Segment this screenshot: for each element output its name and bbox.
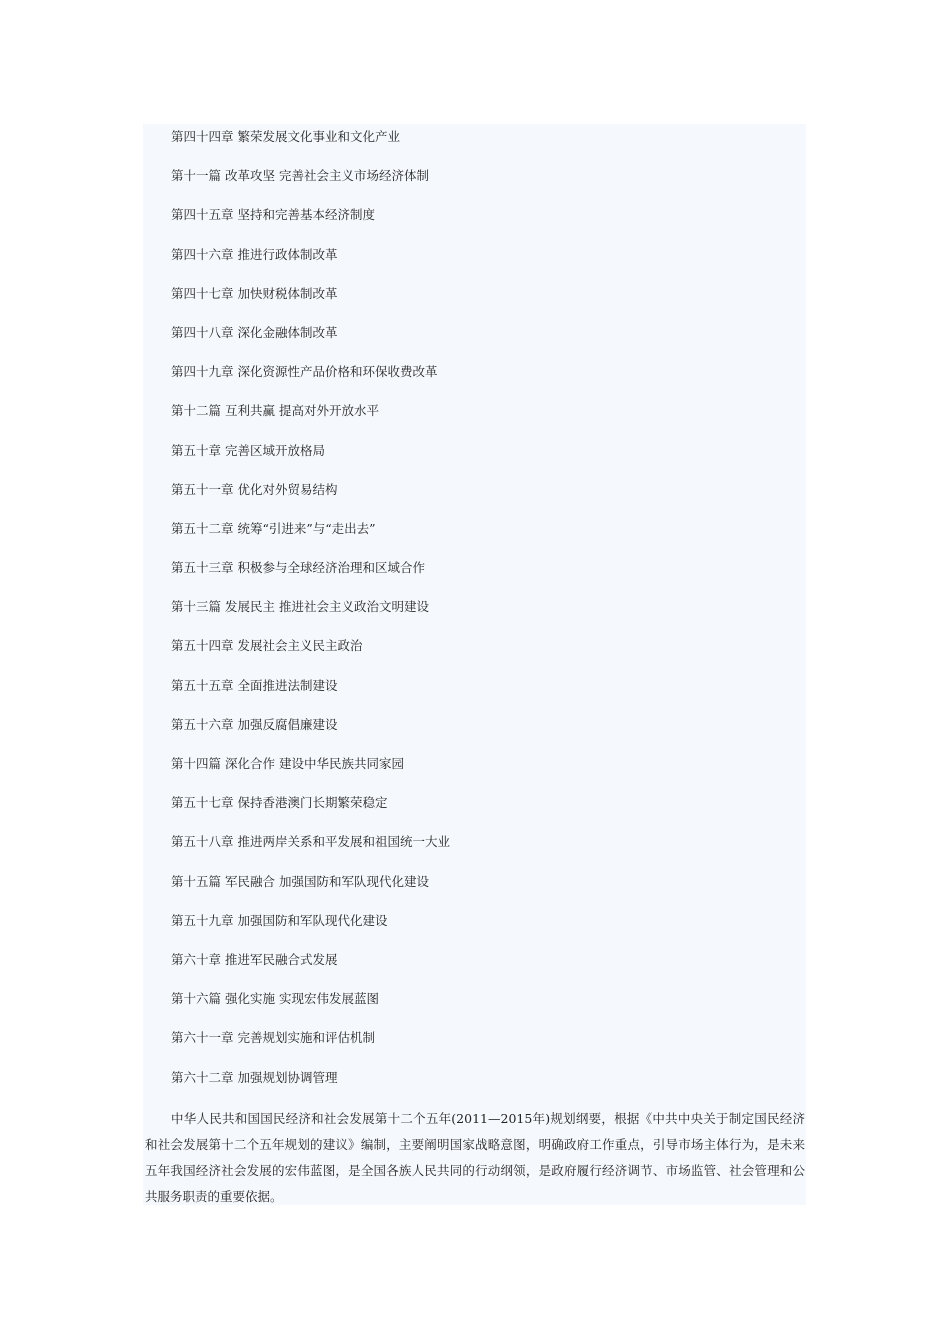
toc-item: 第五十四章 发展社会主义民主政治 <box>171 638 363 654</box>
toc-item: 第十二篇 互利共赢 提高对外开放水平 <box>171 403 379 419</box>
toc-item: 第十五篇 军民融合 加强国防和军队现代化建设 <box>171 873 429 889</box>
toc-item: 第四十四章 繁荣发展文化事业和文化产业 <box>171 129 400 144</box>
toc-item: 第六十章 推进军民融合式发展 <box>171 951 338 967</box>
document-content <box>143 124 806 1205</box>
intro-paragraph: 中华人民共和国国民经济和社会发展第十二个五年(2011—2015年)规划纲要，根据《中共中央关于制定国民经济和社会发展第十二个五年规划的建议》编制，主要阐明国家战略意图，明确政府工作重点，引导市场主体行为，是未来五年我国经济社会发展的宏伟蓝图，是全国各族人民共同的行动纲领，是政府履行经济调节、市场监管、社会管理和公共服务职责的重要依据。 <box>145 1111 805 1204</box>
toc-item: 第五十八章 推进两岸关系和平发展和祖国统一大业 <box>171 834 450 850</box>
toc-item: 第十三篇 发展民主 推进社会主义政治文明建设 <box>171 599 429 615</box>
toc-item: 第五十二章 统筹“引进来”与“走出去” <box>171 520 376 536</box>
toc-item: 第十四篇 深化合作 建设中华民族共同家园 <box>171 756 404 771</box>
toc-item: 第四十九章 深化资源性产品价格和环保收费改革 <box>171 364 438 380</box>
toc-item: 第五十九章 加强国防和军队现代化建设 <box>171 912 388 928</box>
toc-item: 第五十一章 优化对外贸易结构 <box>171 481 338 497</box>
toc-item: 第四十七章 加快财税体制改革 <box>171 285 338 301</box>
toc-item: 第五十六章 加强反腐倡廉建设 <box>171 716 338 732</box>
toc-item: 第五十三章 积极参与全球经济治理和区域合作 <box>171 560 425 576</box>
toc-item: 第五十五章 全面推进法制建设 <box>171 677 338 693</box>
table-of-contents <box>171 126 450 1106</box>
toc-item: 第十一篇 改革攻坚 完善社会主义市场经济体制 <box>171 168 429 184</box>
toc-item: 第五十七章 保持香港澳门长期繁荣稳定 <box>171 795 388 811</box>
toc-item: 第五十章 完善区域开放格局 <box>171 442 325 458</box>
toc-item: 第六十一章 完善规划实施和评估机制 <box>171 1030 375 1046</box>
toc-item: 第四十五章 坚持和完善基本经济制度 <box>171 207 375 223</box>
toc-item: 第十六篇 强化实施 实现宏伟发展蓝图 <box>171 991 379 1007</box>
toc-item: 第四十六章 推进行政体制改革 <box>171 246 338 262</box>
toc-item: 第四十八章 深化金融体制改革 <box>171 324 338 340</box>
toc-item: 第六十二章 加强规划协调管理 <box>171 1069 338 1085</box>
